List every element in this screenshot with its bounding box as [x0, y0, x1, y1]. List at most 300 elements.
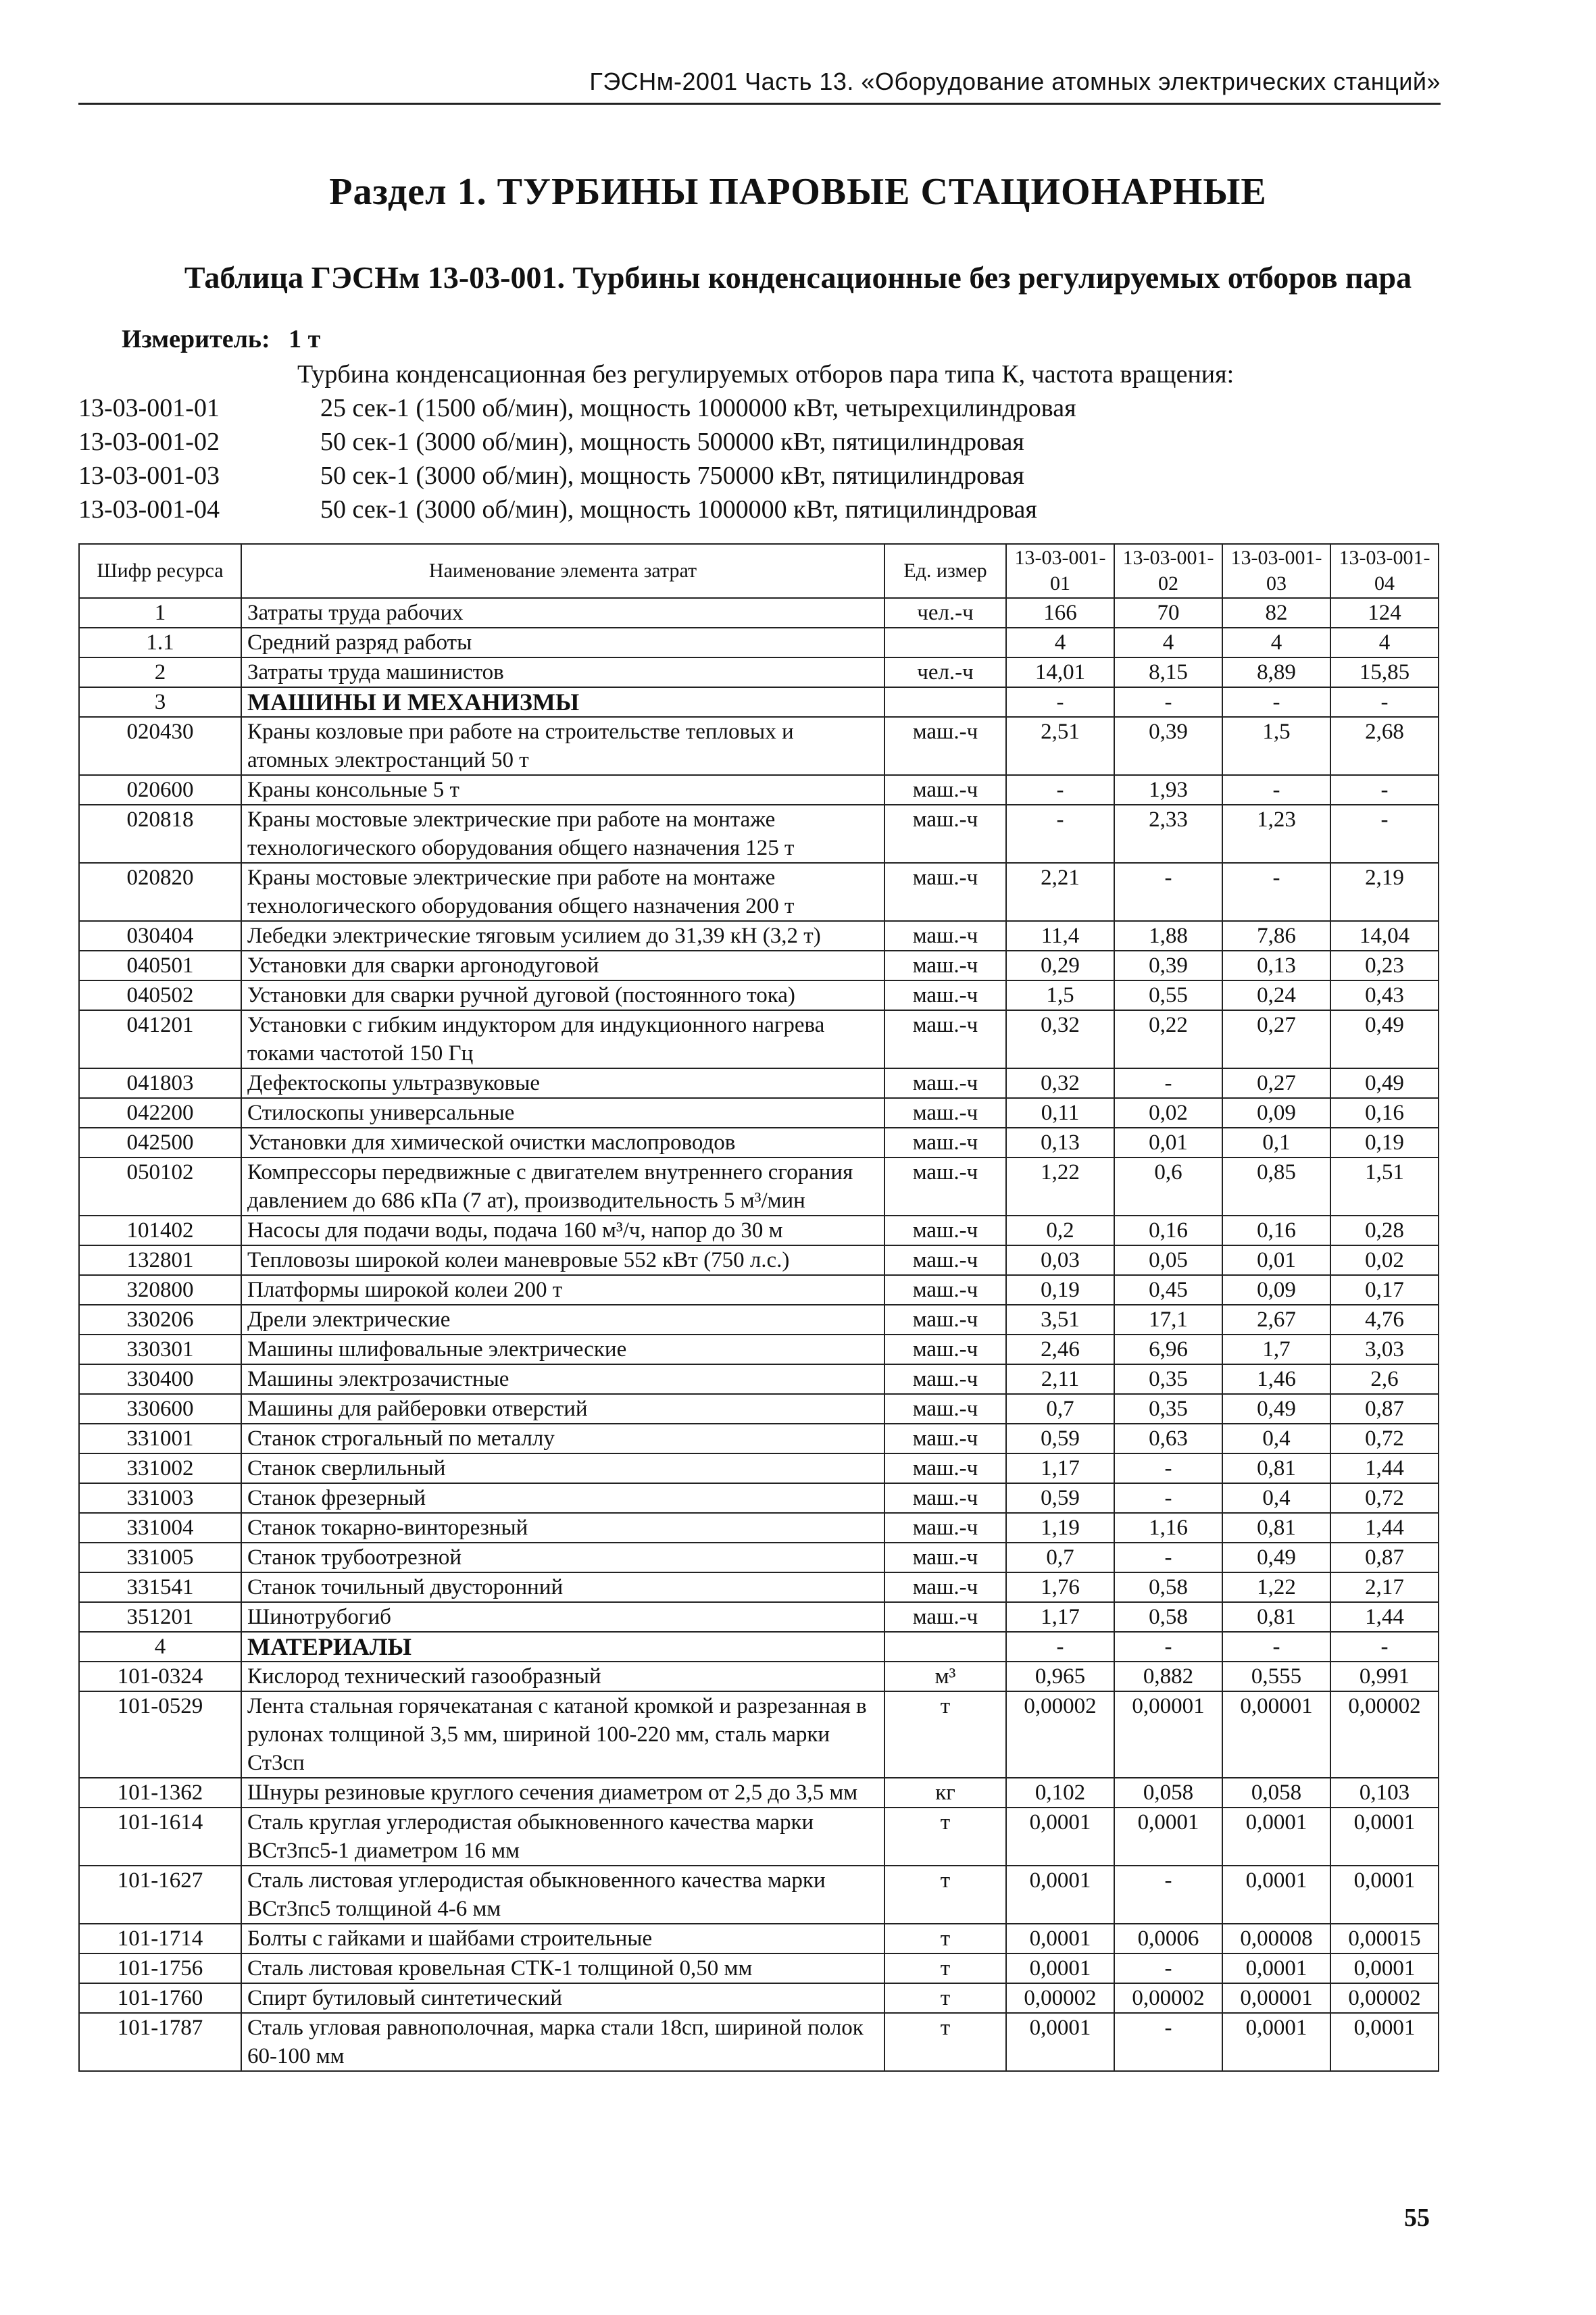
resource-table [78, 543, 1439, 2072]
value-cell-variant-1: 2,51 [1006, 717, 1114, 775]
value-cell-variant-3: 4 [1222, 628, 1330, 657]
value-cell-variant-3: 0,27 [1222, 1068, 1330, 1098]
value-cell-variant-2: 0,35 [1114, 1394, 1222, 1424]
value-cell-variant-3: 7,86 [1222, 921, 1330, 951]
table-row [79, 951, 1439, 980]
value-cell-variant-2: - [1114, 1453, 1222, 1483]
resource-code-cell: 101-0529 [79, 1691, 241, 1778]
resource-code-cell: 3 [79, 687, 241, 717]
resource-code-cell: 2 [79, 657, 241, 687]
resource-code-cell: 020818 [79, 805, 241, 863]
resource-code-cell: 040501 [79, 951, 241, 980]
value-cell-variant-1: 11,4 [1006, 921, 1114, 951]
table-title: Таблица ГЭСНм 13-03-001. Турбины конденсационные без регулируемых отборов пара [184, 260, 1412, 295]
unit-cell: маш.-ч [884, 1098, 1006, 1128]
resource-name-cell: Станок точильный двусторонний [241, 1572, 884, 1602]
unit-cell: маш.-ч [884, 980, 1006, 1010]
value-cell-variant-4: - [1330, 775, 1439, 805]
unit-cell: маш.-ч [884, 951, 1006, 980]
value-cell-variant-3: 0,81 [1222, 1602, 1330, 1632]
value-cell-variant-1: 0,0001 [1006, 2013, 1114, 2071]
resource-code-cell: 331003 [79, 1483, 241, 1513]
table-row [79, 1128, 1439, 1158]
value-cell-variant-4: - [1330, 805, 1439, 863]
value-cell-variant-2: 0,01 [1114, 1128, 1222, 1158]
value-cell-variant-1: 1,22 [1006, 1158, 1114, 1216]
resource-name-cell: Машины шлифовальные электрические [241, 1335, 884, 1364]
value-cell-variant-4: 124 [1330, 598, 1439, 628]
value-cell-variant-2: 0,39 [1114, 951, 1222, 980]
unit-cell: т [884, 1983, 1006, 2013]
value-cell-variant-4: - [1330, 687, 1439, 717]
value-cell-variant-1: 0,59 [1006, 1424, 1114, 1453]
value-cell-variant-3: 1,23 [1222, 805, 1330, 863]
value-cell-variant-3: 0,27 [1222, 1010, 1330, 1068]
unit-cell: маш.-ч [884, 863, 1006, 921]
unit-cell: т [884, 1691, 1006, 1778]
variant-code: 13-03-001-03 [78, 462, 220, 490]
value-cell-variant-3: - [1222, 687, 1330, 717]
table-row [79, 657, 1439, 687]
value-cell-variant-2: - [1114, 1632, 1222, 1662]
table-row [79, 1245, 1439, 1275]
value-cell-variant-4: 2,68 [1330, 717, 1439, 775]
resource-name-cell: Машины для райберовки отверстий [241, 1394, 884, 1424]
table-row [79, 1543, 1439, 1572]
table-row [79, 1364, 1439, 1394]
table-row [79, 598, 1439, 628]
column-header-variant-1: 13-03-001-01 [1006, 544, 1114, 598]
table-row [79, 1953, 1439, 1983]
unit-cell: маш.-ч [884, 1424, 1006, 1453]
measure-label: Измеритель: [122, 325, 270, 353]
unit-cell: маш.-ч [884, 1245, 1006, 1275]
resource-code-cell: 331001 [79, 1424, 241, 1453]
value-cell-variant-2: 17,1 [1114, 1305, 1222, 1335]
value-cell-variant-4: 2,19 [1330, 863, 1439, 921]
resource-name-cell: Кислород технический газообразный [241, 1662, 884, 1691]
resource-name-cell: Установки для химической очистки маслопроводов [241, 1128, 884, 1158]
value-cell-variant-2: 0,058 [1114, 1778, 1222, 1808]
table-row [79, 2013, 1439, 2071]
value-cell-variant-3: 1,7 [1222, 1335, 1330, 1364]
resource-code-cell: 330301 [79, 1335, 241, 1364]
resource-name-cell: Установки для сварки ручной дуговой (постоянного тока) [241, 980, 884, 1010]
resource-code-cell: 4 [79, 1632, 241, 1662]
value-cell-variant-3: 1,46 [1222, 1364, 1330, 1394]
resource-name-cell: МАШИНЫ И МЕХАНИЗМЫ [241, 687, 884, 717]
resource-name-cell: Затраты труда рабочих [241, 598, 884, 628]
value-cell-variant-1: 1,17 [1006, 1453, 1114, 1483]
value-cell-variant-3: 0,058 [1222, 1778, 1330, 1808]
resource-name-cell: Станок трубоотрезной [241, 1543, 884, 1572]
resource-code-cell: 101-0324 [79, 1662, 241, 1691]
value-cell-variant-4: 0,00002 [1330, 1691, 1439, 1778]
value-cell-variant-1: 0,2 [1006, 1216, 1114, 1245]
value-cell-variant-4: 2,17 [1330, 1572, 1439, 1602]
value-cell-variant-2: 1,88 [1114, 921, 1222, 951]
value-cell-variant-4: 0,72 [1330, 1483, 1439, 1513]
value-cell-variant-3: 0,16 [1222, 1216, 1330, 1245]
value-cell-variant-1: 0,965 [1006, 1662, 1114, 1691]
resource-name-cell: Сталь угловая равнополочная, марка стали 18сп, шириной полок 60-100 мм [241, 2013, 884, 2071]
resource-code-cell: 351201 [79, 1602, 241, 1632]
value-cell-variant-4: 15,85 [1330, 657, 1439, 687]
value-cell-variant-4: 0,0001 [1330, 2013, 1439, 2071]
value-cell-variant-2: - [1114, 1483, 1222, 1513]
value-cell-variant-2: 0,39 [1114, 717, 1222, 775]
variant-row [78, 495, 1037, 524]
unit-cell: маш.-ч [884, 1068, 1006, 1098]
value-cell-variant-3: 0,555 [1222, 1662, 1330, 1691]
value-cell-variant-2: 1,93 [1114, 775, 1222, 805]
resource-name-cell: Машины электрозачистные [241, 1364, 884, 1394]
variant-description: 50 сек-1 (3000 об/мин), мощность 500000 кВт, пятицилиндровая [320, 428, 1024, 456]
value-cell-variant-1: 4 [1006, 628, 1114, 657]
resource-code-cell: 050102 [79, 1158, 241, 1216]
resource-name-cell: Средний разряд работы [241, 628, 884, 657]
value-cell-variant-3: 0,00001 [1222, 1691, 1330, 1778]
value-cell-variant-1: 2,46 [1006, 1335, 1114, 1364]
value-cell-variant-1: - [1006, 805, 1114, 863]
value-cell-variant-3: 0,09 [1222, 1275, 1330, 1305]
value-cell-variant-3: 1,22 [1222, 1572, 1330, 1602]
value-cell-variant-3: 0,49 [1222, 1543, 1330, 1572]
value-cell-variant-4: 0,19 [1330, 1128, 1439, 1158]
value-cell-variant-2: 0,58 [1114, 1602, 1222, 1632]
page-number: 55 [1404, 2204, 1430, 2232]
value-cell-variant-1: 0,59 [1006, 1483, 1114, 1513]
resource-name-cell: Насосы для подачи воды, подача 160 м³/ч, напор до 30 м [241, 1216, 884, 1245]
value-cell-variant-4: 1,44 [1330, 1513, 1439, 1543]
value-cell-variant-3: 82 [1222, 598, 1330, 628]
value-cell-variant-4: 2,6 [1330, 1364, 1439, 1394]
unit-cell [884, 628, 1006, 657]
value-cell-variant-1: 0,03 [1006, 1245, 1114, 1275]
unit-cell: маш.-ч [884, 1158, 1006, 1216]
resource-name-cell: Краны мостовые электрические при работе на монтаже технологического оборудования общего назначения 125 т [241, 805, 884, 863]
value-cell-variant-2: - [1114, 2013, 1222, 2071]
value-cell-variant-3: 0,00001 [1222, 1983, 1330, 2013]
value-cell-variant-4: 0,16 [1330, 1098, 1439, 1128]
table-row [79, 1010, 1439, 1068]
table-row [79, 980, 1439, 1010]
value-cell-variant-1: - [1006, 1632, 1114, 1662]
resource-name-cell: Стилоскопы универсальные [241, 1098, 884, 1128]
table-group-row [79, 1632, 1439, 1662]
unit-cell: т [884, 1866, 1006, 1924]
table-row [79, 1572, 1439, 1602]
value-cell-variant-4: 0,87 [1330, 1394, 1439, 1424]
value-cell-variant-1: 0,0001 [1006, 1808, 1114, 1866]
resource-name-cell: Установки с гибким индуктором для индукционного нагрева токами частотой 150 Гц [241, 1010, 884, 1068]
value-cell-variant-1: 2,21 [1006, 863, 1114, 921]
value-cell-variant-2: 0,882 [1114, 1662, 1222, 1691]
value-cell-variant-4: 0,49 [1330, 1010, 1439, 1068]
table-row [79, 1098, 1439, 1128]
table-row [79, 1424, 1439, 1453]
resource-code-cell: 101402 [79, 1216, 241, 1245]
unit-cell: чел.-ч [884, 657, 1006, 687]
resource-name-cell: Краны консольные 5 т [241, 775, 884, 805]
value-cell-variant-2: 2,33 [1114, 805, 1222, 863]
variants-intro: Турбина конденсационная без регулируемых отборов пара типа К, частота вращения: [297, 360, 1235, 389]
resource-code-cell: 331004 [79, 1513, 241, 1543]
value-cell-variant-1: 0,11 [1006, 1098, 1114, 1128]
value-cell-variant-4: 0,43 [1330, 980, 1439, 1010]
table-row [79, 1662, 1439, 1691]
value-cell-variant-2: 0,0001 [1114, 1808, 1222, 1866]
value-cell-variant-1: 0,19 [1006, 1275, 1114, 1305]
resource-name-cell: Станок сверлильный [241, 1453, 884, 1483]
value-cell-variant-3: 0,24 [1222, 980, 1330, 1010]
resource-code-cell: 101-1362 [79, 1778, 241, 1808]
unit-cell: чел.-ч [884, 598, 1006, 628]
unit-cell: м³ [884, 1662, 1006, 1691]
running-header: ГЭСНм-2001 Часть 13. «Оборудование атомных электрических станций» [589, 68, 1441, 95]
value-cell-variant-3: 0,09 [1222, 1098, 1330, 1128]
value-cell-variant-1: 0,0001 [1006, 1924, 1114, 1953]
value-cell-variant-2: 0,02 [1114, 1098, 1222, 1128]
resource-name-cell: Лента стальная горячекатаная с катаной кромкой и разрезанная в рулонах толщиной 3,5 мм, шириной 100-220 мм, сталь марки Ст3сп [241, 1691, 884, 1778]
value-cell-variant-2: - [1114, 1953, 1222, 1983]
value-cell-variant-1: 0,13 [1006, 1128, 1114, 1158]
value-cell-variant-1: 0,7 [1006, 1543, 1114, 1572]
unit-cell: т [884, 1808, 1006, 1866]
value-cell-variant-4: 0,23 [1330, 951, 1439, 980]
table-row [79, 1983, 1439, 2013]
unit-cell: маш.-ч [884, 1275, 1006, 1305]
table-body [79, 598, 1439, 2071]
resource-code-cell: 1.1 [79, 628, 241, 657]
value-cell-variant-2: 8,15 [1114, 657, 1222, 687]
resource-code-cell: 101-1760 [79, 1983, 241, 2013]
value-cell-variant-2: 0,00002 [1114, 1983, 1222, 2013]
resource-code-cell: 101-1787 [79, 2013, 241, 2071]
value-cell-variant-2: - [1114, 1543, 1222, 1572]
unit-cell: маш.-ч [884, 717, 1006, 775]
unit-cell: маш.-ч [884, 1128, 1006, 1158]
section-title: Раздел 1. ТУРБИНЫ ПАРОВЫЕ СТАЦИОНАРНЫЕ [329, 171, 1267, 213]
unit-cell: маш.-ч [884, 1394, 1006, 1424]
value-cell-variant-1: 0,7 [1006, 1394, 1114, 1424]
table-row [79, 921, 1439, 951]
resource-name-cell: Дефектоскопы ультразвуковые [241, 1068, 884, 1098]
value-cell-variant-3: 0,1 [1222, 1128, 1330, 1158]
value-cell-variant-2: 0,35 [1114, 1364, 1222, 1394]
value-cell-variant-2: 0,22 [1114, 1010, 1222, 1068]
table-row [79, 1691, 1439, 1778]
resource-code-cell: 132801 [79, 1245, 241, 1275]
resource-code-cell: 101-1756 [79, 1953, 241, 1983]
table-row [79, 1483, 1439, 1513]
table-row [79, 1778, 1439, 1808]
resource-code-cell: 020600 [79, 775, 241, 805]
table-row [79, 1602, 1439, 1632]
unit-cell [884, 687, 1006, 717]
value-cell-variant-1: 0,102 [1006, 1778, 1114, 1808]
value-cell-variant-3: 0,00008 [1222, 1924, 1330, 1953]
variant-row [78, 461, 1024, 491]
value-cell-variant-3: 0,49 [1222, 1394, 1330, 1424]
resource-code-cell: 320800 [79, 1275, 241, 1305]
value-cell-variant-3: 0,81 [1222, 1513, 1330, 1543]
value-cell-variant-2: 0,6 [1114, 1158, 1222, 1216]
resource-code-cell: 040502 [79, 980, 241, 1010]
value-cell-variant-4: 0,00015 [1330, 1924, 1439, 1953]
value-cell-variant-1: 0,32 [1006, 1068, 1114, 1098]
resource-name-cell: МАТЕРИАЛЫ [241, 1632, 884, 1662]
variant-row [78, 393, 1076, 423]
resource-name-cell: Тепловозы широкой колеи маневровые 552 кВт (750 л.с.) [241, 1245, 884, 1275]
header-rule [78, 103, 1441, 105]
resource-name-cell: Лебедки электрические тяговым усилием до 31,39 кН (3,2 т) [241, 921, 884, 951]
value-cell-variant-3: 2,67 [1222, 1305, 1330, 1335]
variant-code: 13-03-001-01 [78, 394, 220, 422]
value-cell-variant-4: 0,00002 [1330, 1983, 1439, 2013]
unit-cell: маш.-ч [884, 921, 1006, 951]
table-row [79, 805, 1439, 863]
value-cell-variant-3: 0,0001 [1222, 2013, 1330, 2071]
resource-name-cell: Шинотрубогиб [241, 1602, 884, 1632]
value-cell-variant-2: 0,0006 [1114, 1924, 1222, 1953]
value-cell-variant-1: 1,76 [1006, 1572, 1114, 1602]
unit-cell: маш.-ч [884, 1216, 1006, 1245]
value-cell-variant-2: - [1114, 1068, 1222, 1098]
table-row [79, 1216, 1439, 1245]
value-cell-variant-4: 3,03 [1330, 1335, 1439, 1364]
table-row [79, 1305, 1439, 1335]
value-cell-variant-4: 0,28 [1330, 1216, 1439, 1245]
variant-description: 25 сек-1 (1500 об/мин), мощность 1000000 кВт, четырехцилиндровая [320, 394, 1076, 422]
resource-code-cell: 101-1714 [79, 1924, 241, 1953]
value-cell-variant-4: 0,991 [1330, 1662, 1439, 1691]
table-row [79, 1158, 1439, 1216]
table-row [79, 1068, 1439, 1098]
value-cell-variant-1: 1,17 [1006, 1602, 1114, 1632]
value-cell-variant-4: - [1330, 1632, 1439, 1662]
value-cell-variant-4: 14,04 [1330, 921, 1439, 951]
column-header-unit: Ед. измер [884, 544, 1006, 598]
column-header-code: Шифр ресурса [79, 544, 241, 598]
value-cell-variant-1: - [1006, 775, 1114, 805]
table-row [79, 1866, 1439, 1924]
value-cell-variant-2: 4 [1114, 628, 1222, 657]
value-cell-variant-2: - [1114, 863, 1222, 921]
resource-code-cell: 331005 [79, 1543, 241, 1572]
value-cell-variant-2: 6,96 [1114, 1335, 1222, 1364]
unit-cell: маш.-ч [884, 1364, 1006, 1394]
resource-name-cell: Сталь листовая углеродистая обыкновенного качества марки ВСт3пс5 толщиной 4-6 мм [241, 1866, 884, 1924]
resource-code-cell: 330206 [79, 1305, 241, 1335]
column-header-variant-3: 13-03-001-03 [1222, 544, 1330, 598]
value-cell-variant-2: 0,45 [1114, 1275, 1222, 1305]
resource-name-cell: Затраты труда машинистов [241, 657, 884, 687]
value-cell-variant-1: 0,29 [1006, 951, 1114, 980]
value-cell-variant-4: 0,0001 [1330, 1866, 1439, 1924]
value-cell-variant-3: 0,4 [1222, 1483, 1330, 1513]
measure-value: 1 т [289, 325, 321, 353]
resource-code-cell: 101-1614 [79, 1808, 241, 1866]
value-cell-variant-4: 4,76 [1330, 1305, 1439, 1335]
value-cell-variant-2: 1,16 [1114, 1513, 1222, 1543]
resource-code-cell: 020430 [79, 717, 241, 775]
unit-cell: маш.-ч [884, 805, 1006, 863]
resource-name-cell: Краны козловые при работе на строительстве тепловых и атомных электростанций 50 т [241, 717, 884, 775]
table-header-row [79, 544, 1439, 598]
table-row [79, 1335, 1439, 1364]
table-row [79, 1453, 1439, 1483]
value-cell-variant-1: 0,0001 [1006, 1953, 1114, 1983]
unit-cell: т [884, 2013, 1006, 2071]
resource-code-cell: 331541 [79, 1572, 241, 1602]
unit-cell: маш.-ч [884, 1602, 1006, 1632]
measure-line [122, 324, 320, 354]
resource-name-cell: Краны мостовые электрические при работе на монтаже технологического оборудования общего назначения 200 т [241, 863, 884, 921]
table-row [79, 1394, 1439, 1424]
value-cell-variant-4: 0,0001 [1330, 1953, 1439, 1983]
value-cell-variant-1: 14,01 [1006, 657, 1114, 687]
value-cell-variant-1: 0,32 [1006, 1010, 1114, 1068]
value-cell-variant-3: 0,0001 [1222, 1808, 1330, 1866]
value-cell-variant-3: 0,0001 [1222, 1953, 1330, 1983]
unit-cell: т [884, 1953, 1006, 1983]
value-cell-variant-3: 0,01 [1222, 1245, 1330, 1275]
unit-cell: маш.-ч [884, 1305, 1006, 1335]
resource-name-cell: Установки для сварки аргонодуговой [241, 951, 884, 980]
table-row [79, 775, 1439, 805]
resource-code-cell: 041201 [79, 1010, 241, 1068]
resource-name-cell: Компрессоры передвижные с двигателем внутреннего сгорания давлением до 686 кПа (7 ат), производительность 5 м³/мин [241, 1158, 884, 1216]
value-cell-variant-3: 0,85 [1222, 1158, 1330, 1216]
resource-code-cell: 041803 [79, 1068, 241, 1098]
resource-code-cell: 101-1627 [79, 1866, 241, 1924]
value-cell-variant-4: 0,02 [1330, 1245, 1439, 1275]
unit-cell: маш.-ч [884, 1010, 1006, 1068]
value-cell-variant-1: 2,11 [1006, 1364, 1114, 1394]
value-cell-variant-1: 3,51 [1006, 1305, 1114, 1335]
value-cell-variant-1: 0,0001 [1006, 1866, 1114, 1924]
value-cell-variant-4: 1,44 [1330, 1602, 1439, 1632]
value-cell-variant-2: 0,63 [1114, 1424, 1222, 1453]
value-cell-variant-2: 0,16 [1114, 1216, 1222, 1245]
resource-code-cell: 330400 [79, 1364, 241, 1394]
table-row [79, 1275, 1439, 1305]
unit-cell: кг [884, 1778, 1006, 1808]
table-row [79, 863, 1439, 921]
value-cell-variant-2: 0,00001 [1114, 1691, 1222, 1778]
value-cell-variant-2: - [1114, 1866, 1222, 1924]
resource-name-cell: Станок строгальный по металлу [241, 1424, 884, 1453]
value-cell-variant-3: - [1222, 863, 1330, 921]
resource-name-cell: Шнуры резиновые круглого сечения диаметром от 2,5 до 3,5 мм [241, 1778, 884, 1808]
resource-code-cell: 042500 [79, 1128, 241, 1158]
variant-code: 13-03-001-02 [78, 428, 220, 456]
resource-code-cell: 030404 [79, 921, 241, 951]
value-cell-variant-4: 0,0001 [1330, 1808, 1439, 1866]
resource-code-cell: 1 [79, 598, 241, 628]
resource-code-cell: 330600 [79, 1394, 241, 1424]
value-cell-variant-4: 1,44 [1330, 1453, 1439, 1483]
resource-name-cell: Станок токарно-винторезный [241, 1513, 884, 1543]
resource-name-cell: Дрели электрические [241, 1305, 884, 1335]
column-header-name: Наименование элемента затрат [241, 544, 884, 598]
value-cell-variant-2: 0,55 [1114, 980, 1222, 1010]
value-cell-variant-4: 0,72 [1330, 1424, 1439, 1453]
resource-name-cell: Станок фрезерный [241, 1483, 884, 1513]
resource-name-cell: Болты с гайками и шайбами строительные [241, 1924, 884, 1953]
resource-name-cell: Спирт бутиловый синтетический [241, 1983, 884, 2013]
